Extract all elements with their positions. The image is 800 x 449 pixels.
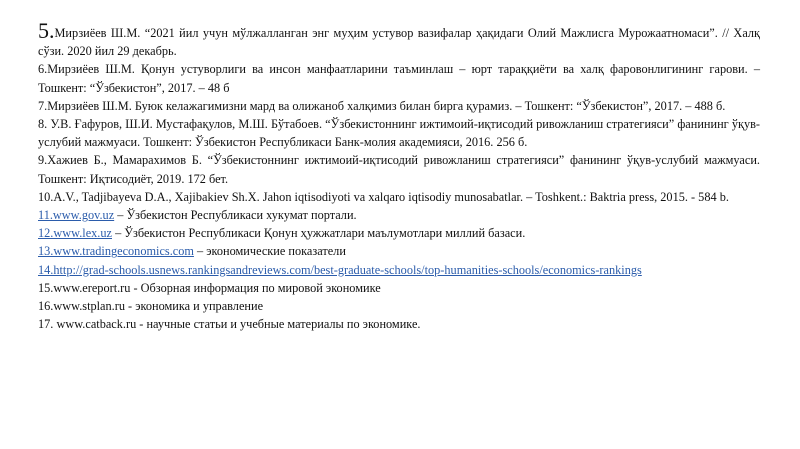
reference-text: A.V., Tadjibayeva D.A., Xajibakiev Sh.X. Jahon iqtisodiyoti va xalqaro iqtisodiy munosabatlar. – Toshkent.: Baktria press, 2015. - 584 b.	[53, 189, 729, 204]
reference-number: 6.	[38, 62, 48, 77]
reference-number: 5.	[38, 18, 55, 43]
reference-6	[38, 60, 760, 96]
reference-text: Хажиев Б., Мамарахимов Б. “Ўзбекистоннинг ижтимоий-иқтисодий ривожланиш стратегияси” фанининг ўқув-услубий мажмуаси. Тошкент: Иқтисодиёт, 2019. 172 бет.	[38, 153, 760, 186]
reference-number: 7.	[38, 98, 48, 113]
link-description: – экономические показатели	[193, 244, 346, 259]
tradingeconomics-link[interactable]: 13.www.tradingeconomics.com	[38, 244, 194, 259]
reference-text: Мирзиёев Ш.М. Қонун устуворлиги ва инсон манфаатларини таъминлаш – юрт тараққиёти ва халқ фаровонлигининг гарови. – Тошкент: “Ўзбекистон”, 2017. – 48 б	[38, 62, 760, 95]
link-description: – Ўзбекистон Республикаси Қонун ҳужжатлари маълумотлари миллий базаси.	[112, 226, 526, 241]
reference-text: У.В. Ғафуров, Ш.И. Мустафақулов, М.Ш. Бўтабоев. “Ўзбекистоннинг ижтимоий-иқтисодий ривожланиш стратегияси” фанининг ўқув-услубий мажмуаси. Тошкент: Ўзбекистон Республикаси Банк-молия академияси, 2016. 256 б.	[38, 117, 760, 150]
reference-13	[38, 242, 760, 260]
reference-15	[38, 279, 760, 297]
reference-8	[38, 115, 760, 151]
reference-7	[38, 97, 760, 115]
reference-text: Мирзиёев Ш.М. Буюк келажагимизни мард ва олижаноб халқимиз билан бирга қурамиз. – Тошкент: “Ўзбекистон”, 2017. – 488 б.	[47, 98, 726, 113]
reference-number: 9.	[38, 153, 48, 168]
lex-uz-link[interactable]: 12.www.lex.uz	[38, 226, 112, 241]
reference-16	[38, 297, 760, 315]
reference-text: Мирзиёев Ш.М. “2021 йил учун мўлжалланган энг муҳим устувор вазифалар ҳақидаги Олий Мажлисга Мурожаатномаси”. // Халқ сўзи. 2020 йил 29 декабрь.	[38, 26, 760, 59]
reference-text: 15.www.ereport.ru - Обзорная информация по мировой экономике	[38, 280, 381, 295]
reference-text: 16.www.stplan.ru - экономика и управление	[38, 299, 264, 314]
usnews-rankings-link[interactable]: 14.http://grad-schools.usnews.rankingsandreviews.com/best-graduate-schools/top-humanities-schools/economics-rankings	[38, 262, 642, 277]
reference-5	[38, 18, 760, 60]
reference-10	[38, 188, 760, 206]
reference-17	[38, 315, 760, 333]
reference-number: 8.	[38, 117, 48, 132]
reference-14	[38, 261, 760, 279]
reference-text: 17. www.catback.ru - научные статьи и учебные материалы по экономике.	[38, 317, 421, 332]
reference-11	[38, 206, 760, 224]
link-description: – Ўзбекистон Республикаси хукумат портали.	[114, 208, 357, 223]
reference-number: 10.	[38, 189, 54, 204]
reference-9	[38, 151, 760, 187]
gov-uz-link[interactable]: 11.www.gov.uz	[38, 208, 115, 223]
reference-12	[38, 224, 760, 242]
